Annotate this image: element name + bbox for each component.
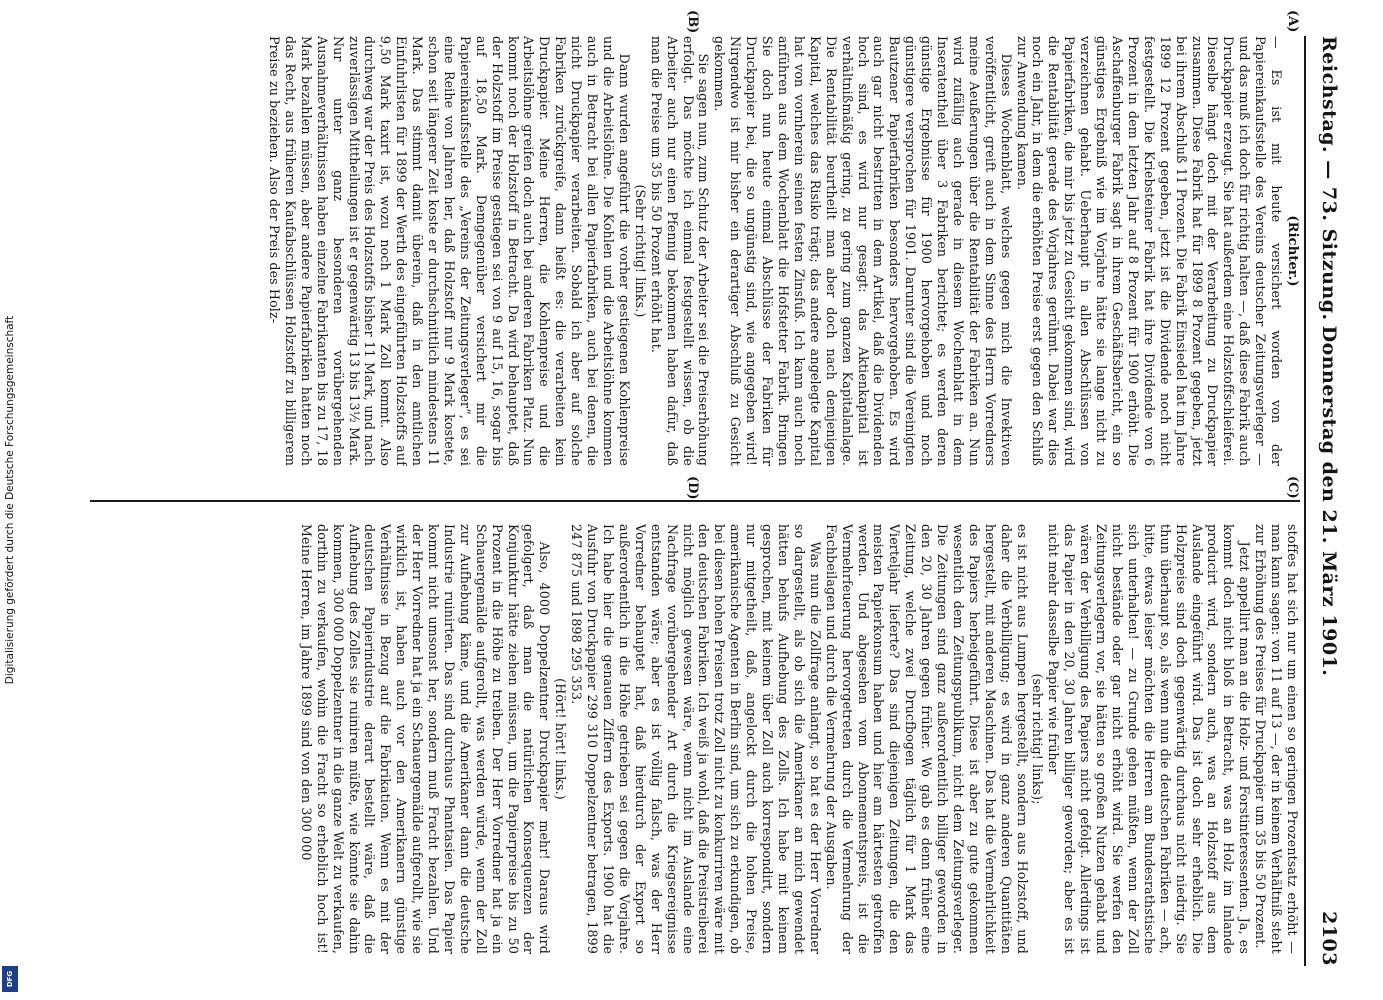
margin-mark-c: (C) (1285, 476, 1300, 499)
rotated-page-content (80, 10, 1340, 966)
credit-text: Digitalisierung gefördert durch die Deutsche Forschungsgemeinschaft (4, 315, 16, 685)
page-header (1310, 36, 1340, 966)
interjection: (sehr richtig! links); (1030, 673, 1046, 805)
paragraph: stoffes hat sich nur um einen so geringen Prozentsatz erhöht — man kann sagen: von 11 auf 13 —, der in keinem Verhältniß steht zur Erhöhung des Preises für Druckpapier um 35 bis 50 Prozent. (1253, 524, 1300, 954)
paragraph: Also, 4000 Doppelzentner Druckpapier mehr! Daraus wird gefolgert, daß man die natürlichen Konsequenzen der Konjunktur hätte ziehen müssen, um die Papierpreise bis zu 50 Prozent in die Höhe zu treiben. Der Herr Vorredner hat ja ein Schauergemälde aufgerollt, was werden würde, wenn der Zoll zur Aufhebung käme, und die Amerikaner dann die deutsche Industrie ruinirten. Das sind durchaus Phantasien. Das Papier kommt nicht umsonst her, sondern muß Fracht bezahlen. Und der Herr Vorredner hat ja ein Schauergemälde aufgerollt, wie sie wirklich ist, haben auch vor den Amerikanern günstige Verhältnisse in Bezug auf die Fabrikation. Wenn es mit der deutschen Papierindustrie derart bestellt wäre, daß die Aufhebung des Zolles sie ruiniren müßte, wie könnte sie dahin kommen, 300 000 Doppelzentner in die ganze Welt zu verkaufen, dorthin zu verkaufen, wohin die Fracht so erheblich hoch ist! Meine Herren, im Jahre 1899 sind von den 300 000 (298, 524, 553, 954)
left-column (85, 36, 1300, 466)
header-left: Reichstag. — 73. Sitzung. (1318, 36, 1340, 321)
speaker-label: (Richter.) (1285, 215, 1300, 287)
scanned-page (80, 10, 1340, 966)
paragraph: Jetzt appellirt man an die Holz- und Forstinteressenten. Ja, es kommt doch nicht bloß in Betracht, was an Holz im Inlande producirt wird, sondern auch, was an Holzstoff aus dem Auslande eingeführt wird. Das ist doch sehr erheblich. Die Holzpreise sind doch gegenwärtig durchaus nicht niedrig. Sie thun überhaupt so, als wenn nun die deutschen Fabriken — ach, bitte, etwas leiser möchten die Herren am Bundesrathstische sich unterhalten! — zu Grunde gehen müßten, wenn der Zoll nicht bestände oder gar nicht erhöht wird. Sie werfen den Zeitungsverlegern vor, sie hätten so großen Nutzen gehabt und wären der Verbilligung des Papiers nicht gefolgt. Allerdings ist das Papier in den 20, 30 Jahren billiger geworden; aber es ist nicht mehr dasselbe Papier wie früher (1046, 524, 1253, 954)
header-date: Donnerstag den 21. März 1901. (1318, 325, 1340, 677)
paragraph: Dieses Wochenblatt, welches gegen mich die Invektiven veröffentlicht, greift auch in dem Sinne des Herrn Vorredners meine Aeußerungen über die Rentabilität der Fabriken an. Nun wird zufällig auch gerade in diesem Wochenblatt in dem Inseratentheil über 3 Fabriken berichtet; es werden deren günstige Ergebnisse für 1900 hervorgehoben und noch günstigere versprochen für 1901. Darunter sind die Vereinigten Bautzener Papierfabriken besonders hervorgehoben. Es wird auch gar nicht bestritten in dem Artikel, daß die Dividenden hoch sind, es wird nur gesagt: das Aktienkapital ist verhältnißmäßig gering, zu gering zum ganzen Kapitalanlage. Die Rentabilität beurtheilt man aber doch nach demjenigen Kapital, welches das Risiko trägt; das andere angelegte Kapital hat von vornherein seinen festen Zinsfuß. Ich kann auch noch anführen aus dem Wochenblatt die Hofstetter Fabrik. Bringen Sie doch nun heute einmal Abschlüsse der Fabriken für Druckpapier bei, die so ungünstig sind, wie angegeben wird! Nirgendwo ist mir bisher ein derartiger Abschluß zu Gesicht gekommen. (712, 36, 1014, 466)
paragraph: Sie sagen nun, zum Schutz der Arbeiter sei die Preiserhöhung erfolgt. Das möchte ich einmal festgestellt wissen, ob die Arbeiter auch nur einen Pfennig bekommen haben dafür, daß man die Preise um 35 bis 50 Prozent erhöht hat. (648, 36, 712, 466)
paragraph: Dann wurden angeführt die vorher gestiegenen Kohlenpreise und die Arbeitslöhne. Die Kohlen und die Arbeitslöhne kommen auch in Betracht bei allen Papierfabriken, auch bei denen, die nicht Druckpapier verarbeiten. Sobald ich aber auf solche Fabriken zurückgreife, dann heißt es: die verarbeiten kein Druckpapier. Meine Herren, die Kohlenpreise und die Arbeitslöhne greifen doch auch bei anderen Fabriken Platz. Nun kommt noch der Holzstoff in Betracht. Da wird behauptet, daß der Holzstoff im Preise gestiegen sei von 9 auf 15, 16, sogar bis auf 18,50 Mark. Demgegenüber versichert mir die Papiereinkaufsstelle des „Vereins der Zeitungsverleger“, es sei eine Reihe von Jahren her, daß Holzstoff nur 9 Mark kostete, schon seit längerer Zeit koste er durchschnittlich mindestens 11 Mark. Das stimmt damit überein, daß in den amtlichen Einfuhrlisten für 1899 der Werth des eingeführten Holzstoffs auf 9,50 Mark taxirt ist, wozu noch 1 Mark Zoll kommt. Also durchweg war der Preis des Holzstoffs bisher 11 Mark, und nach zuverlässigen Mittheilungen ist er gegenwärtig 13 bis 13½ Mark. Nur unter ganz besonderen vorübergehenden Ausnahmeverhältnissen haben einzelne Fabrikanten bis zu 17, 18 Mark bezahlen müssen, aber andere Papierfabriken hatten noch das Recht, aus früheren Kaufabschlüssen Holzstoff zu billigerem Preise zu beziehen. Also der Preis des Holz- (267, 36, 632, 466)
margin-mark-b: (B) (685, 10, 700, 34)
margin-mark-d: (D) (685, 476, 700, 500)
digitization-credit (0, 0, 20, 1000)
paragraph: — Es ist mit heute versichert worden von der Papiereinkaufsstelle des Vereins deutscher Zeitungsverleger — und das muß ich doch für richtig halten —, daß diese Fabrik auch Druckpapier erzeugt. Sie hat außerdem eine Holzstoffschleiferei. Dieselbe hängt doch mit der Verarbeitung zu Druckpapier zusammen. Diese Fabrik hat für 1899 8 Prozent gegeben, jetzt bei ihrem Abschluß 11 Prozent. Die Fabrik Einsiedel hat im Jahre 1899 12 Prozent gegeben, jetzt ist die Dividende noch nicht festgestellt. Die Kriebsteiner Fabrik hat ihre Dividende von 6 Prozent in dem letzten Jahr auf 8 Prozent für 1900 erhöht. Die Aschaffenburger Fabrik sagt in ihrem Geschäftsbericht, ein so günstiges Ergebniß wie im Vorjahre hätte sie lange nicht zu verzeichnen gehabt. Ueberhaupt in allen Abschlüssen von Papierfabriken, die mir bis jetzt zu Gesicht gekommen sind, wird die Rentabilität gerade des Vorjahres gerühmt. Dabei war dies noch ein Jahr, in dem die erhöhten Preise erst gegen den Schluß zur Anwendung kamen. (1014, 36, 1285, 466)
interjection: (Sehr richtig! links.) (632, 184, 648, 318)
interjection: (Hört! hört! links.) (553, 678, 569, 800)
right-column (85, 524, 1300, 954)
paragraph: Was nun die Zollfrage anlangt, so hat es der Herr Vorredner so dargestellt, als ob sich die Amerikaner an mich gewendet hätten behufs Aufhebung des Zolls. Ich habe mit keinem gesprochen, mit keinem über Zoll auch korrespondirt, sondern nur mitgetheilt, daß, angelockt durch die hohen Preise, amerikanische Agenten in Berlin sind, um sich zu erkundigen, ob bei diesen hohen Preisen trotz Zoll nicht zu konkurriren wäre mit den deutschen Fabriken. Ich weiß ja wohl, daß die Preistreiberei nicht möglich gewesen wäre, wenn nicht im Auslande eine Nachfrage vorübergehender Art durch die Kriegsereignisse entstanden wäre; aber es ist völlig falsch, was der Herr Vorredner behauptet hat, daß hierdurch der Export so außerordentlich in die Höhe getrieben sei gegen die Vorjahre. Ich habe hier die genauen Ziffern des Exports. 1900 hat die Ausfuhr von Druckpapier 299 310 Doppelzentner betragen, 1899 247 875 und 1898 295 353. (569, 524, 823, 954)
paragraph: es ist nicht aus Lumpen hergestellt, sondern aus Holzstoff, und daher die Verbilligung; es wird in ganz anderen Quantitäten hergestellt, mit anderen Maschinen. Das hat die Vermehrlichkeit des Papiers herbeigeführt. Diese ist aber zu gute gekommen wesentlich dem Zeitungspublikum, nicht dem Zeitungsverleger. Die Zeitungen sind ganz außerordentlich billiger geworden in den 20, 30 Jahren gegen früher. Wo gab es denn früher eine Zeitung, welche zwei Drucfbogen täglich für 1 Mark das Vierteljahr lieferte? Das sind diejenigen Zeitungen, die den meisten Papierkonsum haben und hier am härtesten getroffen werden. Und abgesehen vom Abonnementspreis, ist die Vermehrfeuerung hervorgetreten durch die Vermehrung der Fachbeilagen und durch die Vermehrung der Ausgaben. (823, 524, 1030, 954)
column-rule (90, 500, 1300, 502)
margin-mark-a: (A) (1285, 10, 1300, 33)
header-rule (1304, 36, 1306, 966)
page-number: 2103 (1318, 911, 1340, 966)
dfg-logo: DFG (2, 966, 18, 992)
